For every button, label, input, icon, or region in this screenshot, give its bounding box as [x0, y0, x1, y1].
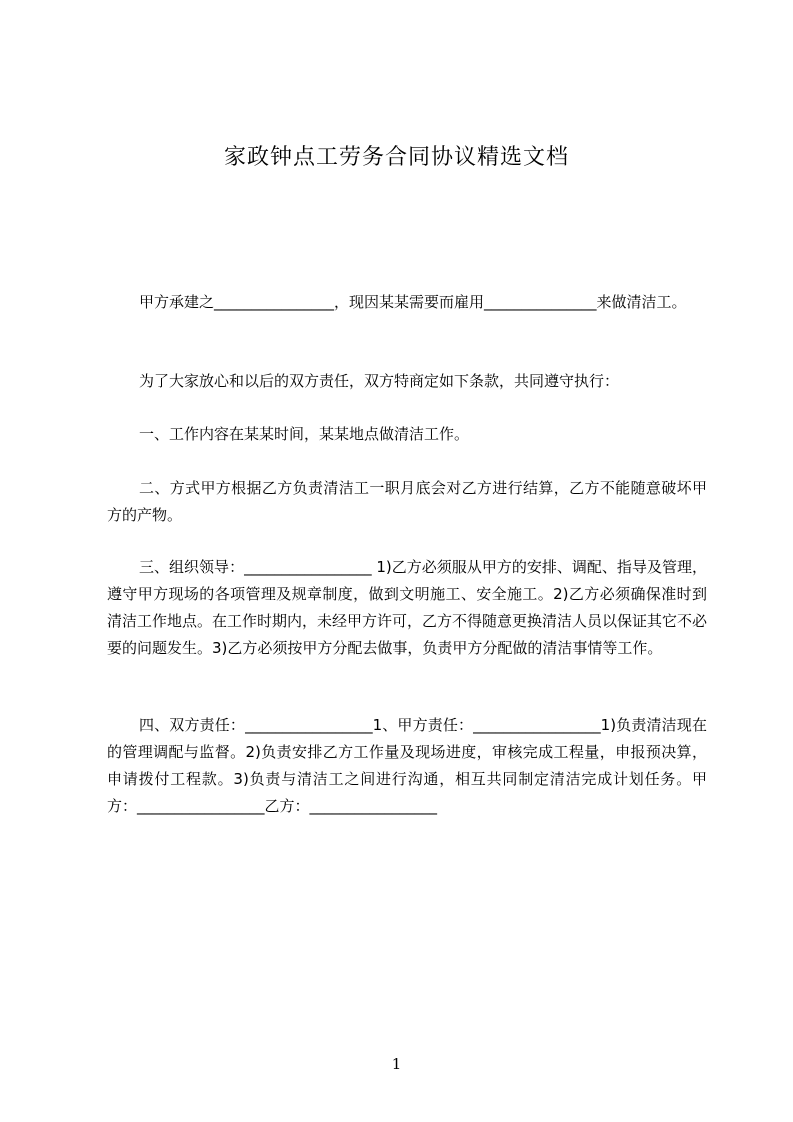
paragraph-clause-2: 二、方式甲方根据乙方负责清洁工一职月底会对乙方进行结算，乙方不能随意破坏甲方的产物。	[107, 479, 707, 524]
paragraph-preamble: 为了大家放心和以后的双方责任，双方特商定如下条款，共同遵守执行：	[139, 372, 620, 390]
page-number: 1	[391, 1055, 402, 1073]
paragraph-clause-1: 一、工作内容在某某时间，某某地点做清洁工作。	[139, 425, 470, 443]
paragraph-clause-4: 四、双方责任：_________________1、甲方责任：_________________1)负责清洁现在的管理调配与监督。2)负责安排乙方工作量及现场进度，审核完成工程量，申报预决算，申请拨付工程款。3)负责与清洁工之间进行沟通，相互共同制定清洁完成计划任务。甲方：_________________乙方：_________________	[107, 716, 707, 815]
paragraph-clause-3: 三、组织领导：_________________ 1)乙方必须服从甲方的安排、调配、指导及管理，遵守甲方现场的各项管理及规章制度，做到文明施工、安全施工。2)乙方必须确保准时到清洁工作地点。在工作时期内，未经甲方许可，乙方不得随意更换清洁人员以保证其它不必要的问题发生。3)乙方必须按甲方分配去做事，负责甲方分配做的清洁事情等工作。	[107, 558, 708, 657]
paragraph-intro: 甲方承建之________________，现因某某需要而雇用_______________来做清洁工。	[139, 293, 687, 311]
document-title: 家政钟点工劳务合同协议精选文档	[223, 145, 569, 170]
